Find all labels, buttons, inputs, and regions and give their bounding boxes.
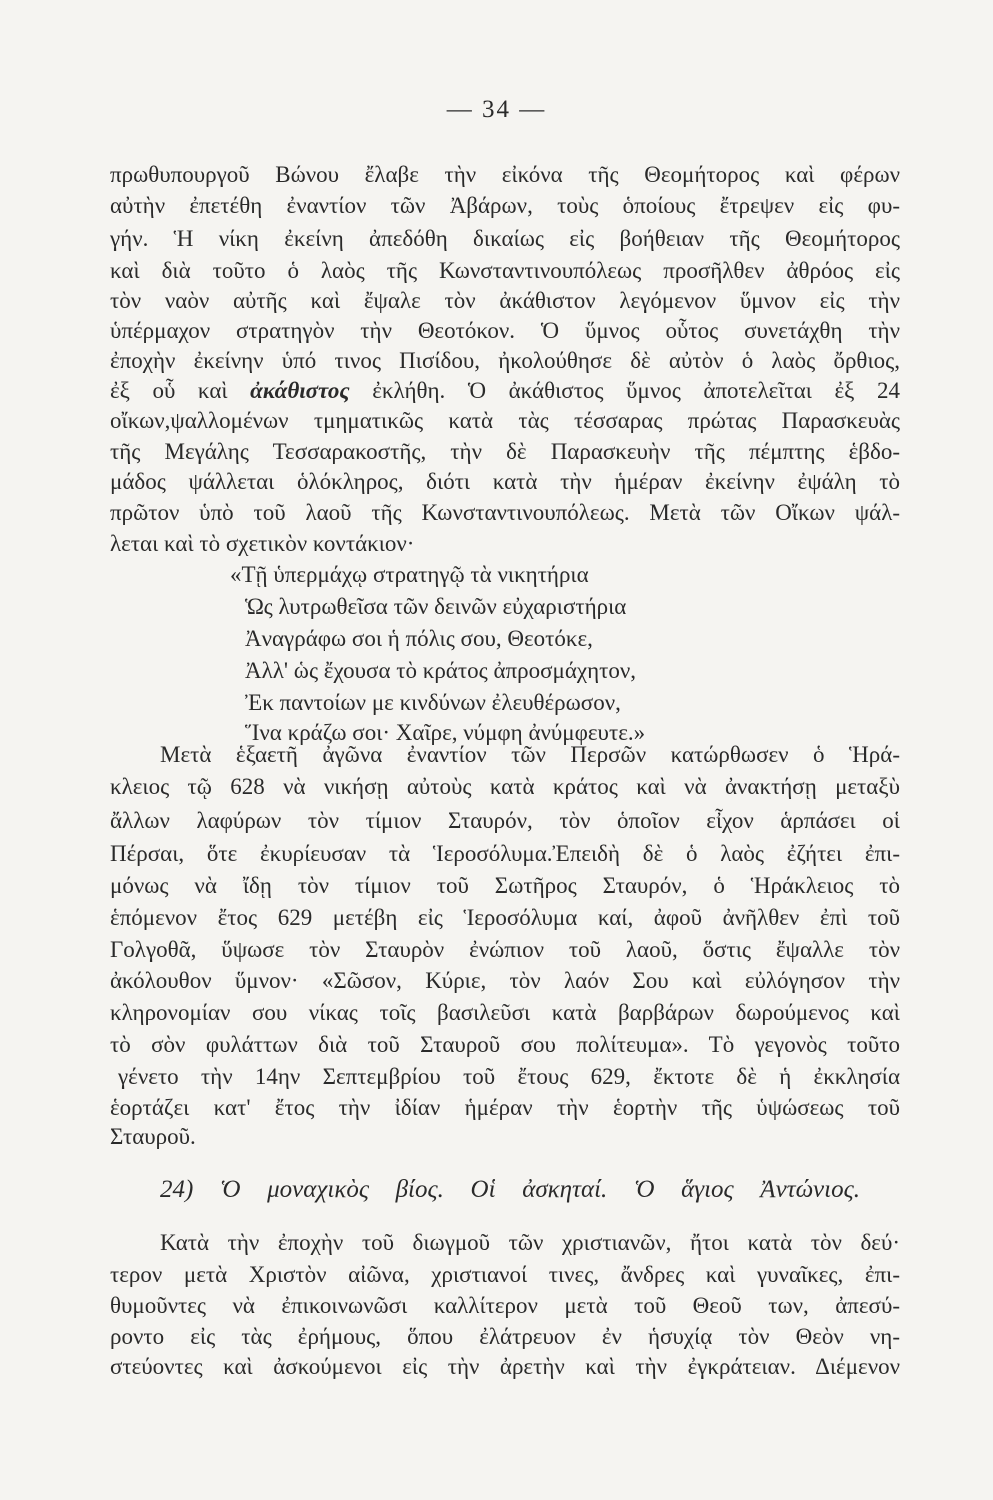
- hymn-verse: Ἀναγράφω σοι ἡ πόλις σου, Θεοτόκε,: [245, 626, 593, 651]
- hymn-verse: Ἀλλ' ὡς ἔχουσα τὸ κράτος ἀπροσμάχητον,: [245, 658, 637, 683]
- hymn-verse: Ἵνα κράζω σοι· Χαῖρε, νύμφη ἀνύμφευτε.»: [245, 720, 646, 745]
- text-segment: ἐξ οὗ καὶ: [110, 378, 251, 403]
- text-segment: ἐκλήθη. Ὁ ἀκάθιστος ὕμνος ἀποτελεῖται ἐξ 24: [349, 378, 900, 403]
- text-line: ἑπόμενον ἔτος 629 μετέβη εἰς Ἱεροσόλυμα καί, ἀφοῦ ἀνῆλθεν ἐπὶ τοῦ: [110, 905, 900, 930]
- emphasized-term: ἀκάθιστος: [250, 378, 350, 403]
- text-line: τῆς Μεγάλης Τεσσαρακοστῆς, τὴν δὲ Παρασκευὴν τῆς πέμπτης ἑβδο-: [110, 439, 900, 464]
- hymn-verse: «Τῇ ὑπερμάχῳ στρατηγῷ τὰ νικητήρια: [230, 562, 589, 587]
- text-line: ἐποχὴν ἐκείνην ὑπό τινος Πισίδου, ἠκολούθησε δὲ αὐτὸν ὁ λαὸς ὄρθιος,: [110, 348, 900, 373]
- text-line: Γολγοθᾶ, ὕψωσε τὸν Σταυρὸν ἐνώπιον τοῦ λαοῦ, ὅστις ἔψαλλε τὸν: [110, 937, 900, 962]
- section-heading: 24) Ὁ μοναχικὸς βίος. Οἱ ἀσκηταί. Ὁ ἅγιος Ἀντώνιος.: [160, 1176, 860, 1203]
- text-line: πρωθυπουργοῦ Βώνου ἔλαβε τὴν εἰκόνα τῆς Θεομήτορος καὶ φέρων: [110, 162, 900, 187]
- text-line: πρῶτον ὑπὸ τοῦ λαοῦ τῆς Κωνσταντινουπόλεως. Μετὰ τῶν Οἴκων ψάλ-: [110, 500, 900, 525]
- text-line: τερον μετὰ Χριστὸν αἰῶνα, χριστιανοί τινες, ἄνδρες καὶ γυναῖκες, ἐπι-: [110, 1262, 900, 1287]
- hymn-verse: Ἐκ παντοίων με κινδύνων ἐλευθέρωσον,: [245, 690, 621, 715]
- text-line: ροντο εἰς τὰς ἐρήμους, ὅπου ἐλάτρευον ἐν ἡσυχίᾳ τὸν Θεὸν νη-: [110, 1324, 900, 1349]
- text-line: Κατὰ τὴν ἐποχὴν τοῦ διωγμοῦ τῶν χριστιανῶν, ἤτοι κατὰ τὸν δεύ·: [160, 1230, 900, 1255]
- text-line: Σταυροῦ.: [110, 1124, 196, 1149]
- text-line: οἴκων,ψαλλομένων τμηματικῶς κατὰ τὰς τέσσαρας πρώτας Παρασκευὰς: [110, 408, 900, 433]
- text-line: γένετο τὴν 14ην Σεπτεμβρίου τοῦ ἔτους 629, ἔκτοτε δὲ ἡ ἐκκλησία: [118, 1064, 900, 1089]
- text-line: [110, 376, 900, 406]
- text-line: τὸν ναὸν αὐτῆς καὶ ἔψαλε τὸν ἀκάθιστον λεγόμενον ὕμνον εἰς τὴν: [110, 288, 900, 313]
- text-line: ὑπέρμαχον στρατηγὸν τὴν Θεοτόκον. Ὁ ὕμνος οὗτος συνετάχθη τὴν: [110, 318, 900, 343]
- text-line: ἑορτάζει κατ' ἔτος τὴν ἰδίαν ἡμέραν τὴν ἑορτὴν τῆς ὑψώσεως τοῦ: [110, 1095, 900, 1120]
- text-line: αὐτὴν ἐπετέθη ἐναντίον τῶν Ἀβάρων, τοὺς ὁποίους ἔτρεψεν εἰς φυ-: [110, 193, 900, 218]
- text-line: στεύοντες καὶ ἀσκούμενοι εἰς τὴν ἀρετὴν καὶ τὴν ἐγκράτειαν. Διέμενον: [110, 1354, 900, 1379]
- text-line: τὸ σὸν φυλάττων διὰ τοῦ Σταυροῦ σου πολίτευμα». Τὸ γεγονὸς τοῦτο: [110, 1032, 900, 1057]
- text-line: καὶ διὰ τοῦτο ὁ λαὸς τῆς Κωνσταντινουπόλεως προσῆλθεν ἀθρόος εἰς: [110, 258, 900, 283]
- text-line: ἄλλων λαφύρων τὸν τίμιον Σταυρόν, τὸν ὁποῖον εἶχον ἁρπάσει οἱ: [110, 808, 900, 833]
- text-line: μάδος ψάλλεται ὁλόκληρος, διότι κατὰ τὴν ἡμέραν ἐκείνην ἐψάλη τὸ: [110, 469, 900, 494]
- text-line: ἀκόλουθον ὕμνον· «Σῶσον, Κύριε, τὸν λαόν Σου καὶ εὐλόγησον τὴν: [110, 968, 900, 993]
- text-line: γήν. Ἡ νίκη ἐκείνη ἀπεδόθη δικαίως εἰς βοήθειαν τῆς Θεομήτορος: [110, 226, 900, 251]
- text-line: λεται καὶ τὸ σχετικὸν κοντάκιον·: [110, 531, 415, 556]
- text-line: Πέρσαι, ὅτε ἐκυρίευσαν τὰ Ἱεροσόλυμα.Ἐπειδὴ δὲ ὁ λαὸς ἐζήτει ἐπι-: [110, 841, 900, 866]
- page-number: — 34 —: [446, 96, 547, 123]
- text-line: Μετὰ ἑξαετῆ ἀγῶνα ἐναντίον τῶν Περσῶν κατώρθωσεν ὁ Ἡρά-: [160, 742, 900, 767]
- hymn-verse: Ὡς λυτρωθεῖσα τῶν δεινῶν εὐχαριστήρια: [245, 594, 627, 619]
- text-line: μόνως νὰ ἴδῃ τὸν τίμιον τοῦ Σωτῆρος Σταυρόν, ὁ Ἡράκλειος τὸ: [110, 873, 900, 898]
- text-line: κλειος τῷ 628 νὰ νικήσῃ αὐτοὺς κατὰ κράτος καὶ νὰ ἀνακτήσῃ μεταξὺ: [110, 774, 900, 799]
- text-line: κληρονομίαν σου νίκας τοῖς βασιλεῦσι κατὰ βαρβάρων δωρούμενος καὶ: [110, 1000, 900, 1025]
- text-line: θυμοῦντες νὰ ἐπικοινωνῶσι καλλίτερον μετὰ τοῦ Θεοῦ των, ἀπεσύ-: [110, 1293, 900, 1318]
